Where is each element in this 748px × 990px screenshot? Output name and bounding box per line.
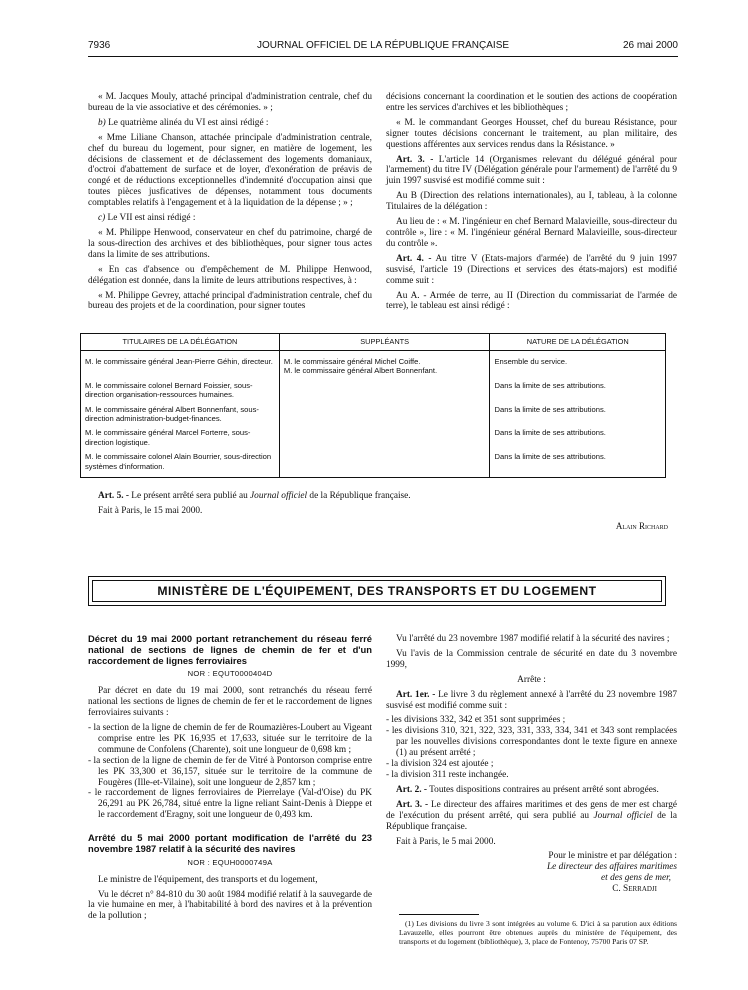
page-number: 7936 (88, 40, 111, 51)
list-item: - la section de la ligne de chemin de fer de Vitré à Pontorson comprise entre les PK 33,300 et 36,157, située sur le territoire de la commune de Fougères (Ille-et-Vilaine), soit une longueur de 2,857 km ; (88, 755, 372, 788)
page-header (88, 40, 678, 54)
issue-date: 26 mai 2000 (622, 40, 678, 51)
list-item: - la division 311 reste inchangée. (386, 769, 509, 780)
table-row (81, 425, 666, 449)
fait-a-paris: Fait à Paris, le 15 mai 2000. (98, 506, 203, 516)
decret-nor: NOR : EQUT0000404D (187, 669, 273, 679)
footnote-text: (1) Les divisions du livre 3 sont intégrées au volume 6. D'ici à sa parution aux éditions Lavauzelle, elles pourront être obtenues auprès du ministère de l'équipement, des transports et du logement (bibliothèque), 3, place de Fontenoy, 75700 Paris 07 SP. (399, 919, 677, 946)
list-item: - les divisions 332, 342 et 351 sont supprimées ; (386, 715, 566, 726)
list-item: - la division 324 est ajoutée ; (386, 759, 494, 770)
cell-titulaire: M. le commissaire général Jean-Pierre Géhin, directeur. (81, 351, 280, 378)
paragraph: c) Le VII est ainsi rédigé : (98, 213, 196, 224)
article-5: Art. 5. - Le présent arrêté sera publié au Journal officiel de la République française. (98, 491, 411, 501)
paragraph: Le ministre de l'équipement, des transports et du logement, (98, 874, 318, 885)
cell-suppleants (279, 425, 490, 449)
cell-nature: Dans la limite de ses attributions. (490, 449, 666, 477)
table-row (81, 402, 666, 426)
ministry-banner (88, 576, 666, 606)
paragraph: « En cas d'absence ou d'empêchement de M. Philippe Henwood, délégation est donnée, dans la limite de leurs attributions respectives, à : (88, 264, 372, 286)
cell-titulaire: M. le commissaire général Albert Bonnenfant, sous-direction administration-budget-finances. (81, 402, 280, 426)
signature-line: Pour le ministre et par délégation : (548, 851, 677, 862)
signature-name: C. Serradji (612, 884, 657, 895)
cell-nature: Dans la limite de ses attributions. (490, 402, 666, 426)
article-4: Art. 4. - Au titre V (Etats-majors d'armée) de l'arrêté du 9 juin 1997 susvisé, l'article 19 (Directions et services des états-majors) est modifié comme suit : (386, 253, 677, 286)
paragraph: Au B (Direction des relations internationales), au I, tableau, à la colonne Titulaires de la délégation : (386, 191, 677, 213)
paragraph: Vu l'arrêté du 23 novembre 1987 modifié relatif à la sécurité des navires ; (396, 634, 670, 644)
paragraph: Vu l'avis de la Commission centrale de sécurité en date du 3 novembre 1999, (386, 648, 677, 670)
journal-title: JOURNAL OFFICIEL DE LA RÉPUBLIQUE FRANÇAISE (256, 40, 510, 51)
paragraph: Au lieu de : « M. l'ingénieur en chef Bernard Malavieille, sous-directeur du contrôle », lire : « M. l'ingénieur général Bernard Malavieille, sous-directeur du contrôle ». (386, 217, 677, 249)
bottom-left-column (88, 634, 372, 926)
article-3: Art. 3. - L'article 14 (Organismes relevant du délégué général pour l'armement) du titre IV (Délégation générale pour l'armement) de l'arrêté du 9 juin 1997 susvisé est modifié comme suit : (386, 154, 677, 187)
cell-nature: Dans la limite de ses attributions. (490, 425, 666, 449)
arrete-heading: Arrête : (517, 674, 546, 685)
paragraph: b) Le quatrième alinéa du VI est ainsi rédigé : (98, 117, 269, 128)
cell-suppleants (279, 402, 490, 426)
division-list (386, 715, 677, 780)
cell-titulaire: M. le commissaire général Marcel Forterre, sous-direction logistique. (81, 425, 280, 449)
top-right-column (386, 92, 677, 316)
article-3-bottom: Art. 3. - Le directeur des affaires maritimes et des gens de mer est chargé de l'exécution du présent arrêté, qui sera publié au Journal officiel de la République française. (386, 799, 678, 832)
article-1: Art. 1er. - Le livre 3 du règlement annexé à l'arrêté du 23 novembre 1987 susvisé est modifié comme suit : (386, 689, 677, 711)
cell-suppleants: M. le commissaire général Michel Coiffe. M. le commissaire général Albert Bonnenfant. (279, 351, 490, 378)
paragraph: « M. Philippe Henwood, conservateur en chef du patrimoine, chargé de la sous-direction des archives et des bibliothèques, pour signer tous actes dans la limite de ses attributions. (88, 227, 372, 260)
cell-suppleants (279, 378, 490, 402)
closing-block (88, 491, 668, 521)
list-item: - le raccordement de lignes ferroviaires de Pierrelaye (Val-d'Oise) du PK 26,291 au PK 26,784, situé entre la ligne reliant Saint-Denis à Dieppe et le raccordement d'Eragny, soit une longueur de 0,493 km. (88, 788, 372, 821)
header-rule (88, 56, 678, 57)
list-item: - la section de la ligne de chemin de fer de Roumazières-Loubert au Vigeant comprise entre les PK 16,935 et 17,633, située sur le territoire de la commune de Confolens (Charente), soit une longueur de 0,698 km ; (88, 723, 372, 755)
cell-titulaire: M. le commissaire colonel Alain Bourrier, sous-direction systèmes d'information. (81, 449, 280, 477)
cell-nature: Dans la limite de ses attributions. (490, 378, 666, 402)
paragraph: Vu le décret n° 84-810 du 30 août 1984 modifié relatif à la sauvegarde de la vie humaine en mer, à l'habitabilité à bord des navires et à la prévention de la pollution ; (88, 889, 372, 922)
arrete-nor: NOR : EQUH0000749A (187, 857, 273, 867)
paragraph: Au A. - Armée de terre, au II (Direction du commissariat de l'armée de terre), le tableau est ainsi rédigé : (386, 290, 677, 312)
ministry-name: MINISTÈRE DE L'ÉQUIPEMENT, DES TRANSPORTS ET DU LOGEMENT (157, 584, 597, 598)
delegation-table (80, 333, 666, 478)
line-list (88, 723, 372, 821)
column-header: TITULAIRES DE LA DÉLÉGATION (81, 334, 280, 351)
table-header-row (81, 334, 666, 351)
paragraph: « M. Jacques Mouly, attaché principal d'administration centrale, chef du bureau de la vie associative et des cérémonies. » ; (88, 92, 372, 113)
list-item: - les divisions 310, 321, 322, 323, 331, 333, 334, 341 et 343 sont remplacées par les nouvelles divisions correspondantes dont le texte figure en annexe (1) au présent arrêté ; (386, 726, 677, 759)
decret-title: Décret du 19 mai 2000 portant retranchement du réseau ferré national de sections de lignes de chemin de fer et d'un raccordement de lignes ferroviaires (88, 633, 372, 666)
paragraph: Par décret en date du 19 mai 2000, sont retranchés du réseau ferré national les sections de lignes de chemin de fer et le raccordement de lignes ferroviaires suivants : (88, 686, 372, 719)
column-header: SUPPLÉANTS (279, 334, 490, 351)
paragraph: « M. le commandant Georges Housset, chef du bureau Résistance, pour signer toutes décisions concernant le traitement, au plan militaire, des questions afférentes aux services rendus dans la Résistance. » (386, 117, 677, 150)
fait-a-paris: Fait à Paris, le 5 mai 2000. (396, 836, 496, 847)
table-row (81, 449, 666, 477)
cell-nature: Ensemble du service. (490, 351, 666, 378)
column-header: NATURE DE LA DÉLÉGATION (490, 334, 666, 351)
article-2: Art. 2. - Toutes dispositions contraires au présent arrêté sont abrogées. (396, 784, 659, 795)
footnote-rule (399, 914, 479, 915)
top-left-column (88, 92, 372, 316)
arrete-title: Arrêté du 5 mai 2000 portant modification de l'arrêté du 23 novembre 1987 relatif à la sécurité des navires (88, 832, 372, 854)
paragraph: « M. Philippe Gevrey, attaché principal d'administration centrale, chef du bureau des projets et de la coordination, pour signer toutes (88, 290, 372, 312)
footnote (399, 919, 677, 946)
signature: Alain Richard (615, 521, 668, 531)
signature-line: et des gens de mer, (601, 873, 671, 884)
table-row (81, 351, 666, 378)
table-row (81, 378, 666, 402)
bottom-right-column (386, 634, 677, 895)
signature-line: Le directeur des affaires maritimes (547, 862, 677, 873)
cell-suppleants (279, 449, 490, 477)
cell-titulaire: M. le commissaire colonel Bernard Foissier, sous-direction organisation-ressources humaines. (81, 378, 280, 402)
paragraph: décisions concernant la coordination et le soutien des actions de coopération entre les services d'archives et les bibliothèques ; (386, 92, 677, 113)
paragraph: « Mme Liliane Chanson, attachée principale d'administration centrale, chef du bureau du logement, pour signer, en matière de logement, les décisions de classement et de déclassement des logements domaniaux, d'octroi d'abattement de surface et de loyer, d'exonération de préavis de congé et de réductions exceptionnelles d'indemnité d'occupation ainsi que toutes pièces jusficatives de dépenses, notamment tous documents comptables relatifs à l'engagement et à la liquidation de la dépense ; » ; (88, 132, 372, 209)
